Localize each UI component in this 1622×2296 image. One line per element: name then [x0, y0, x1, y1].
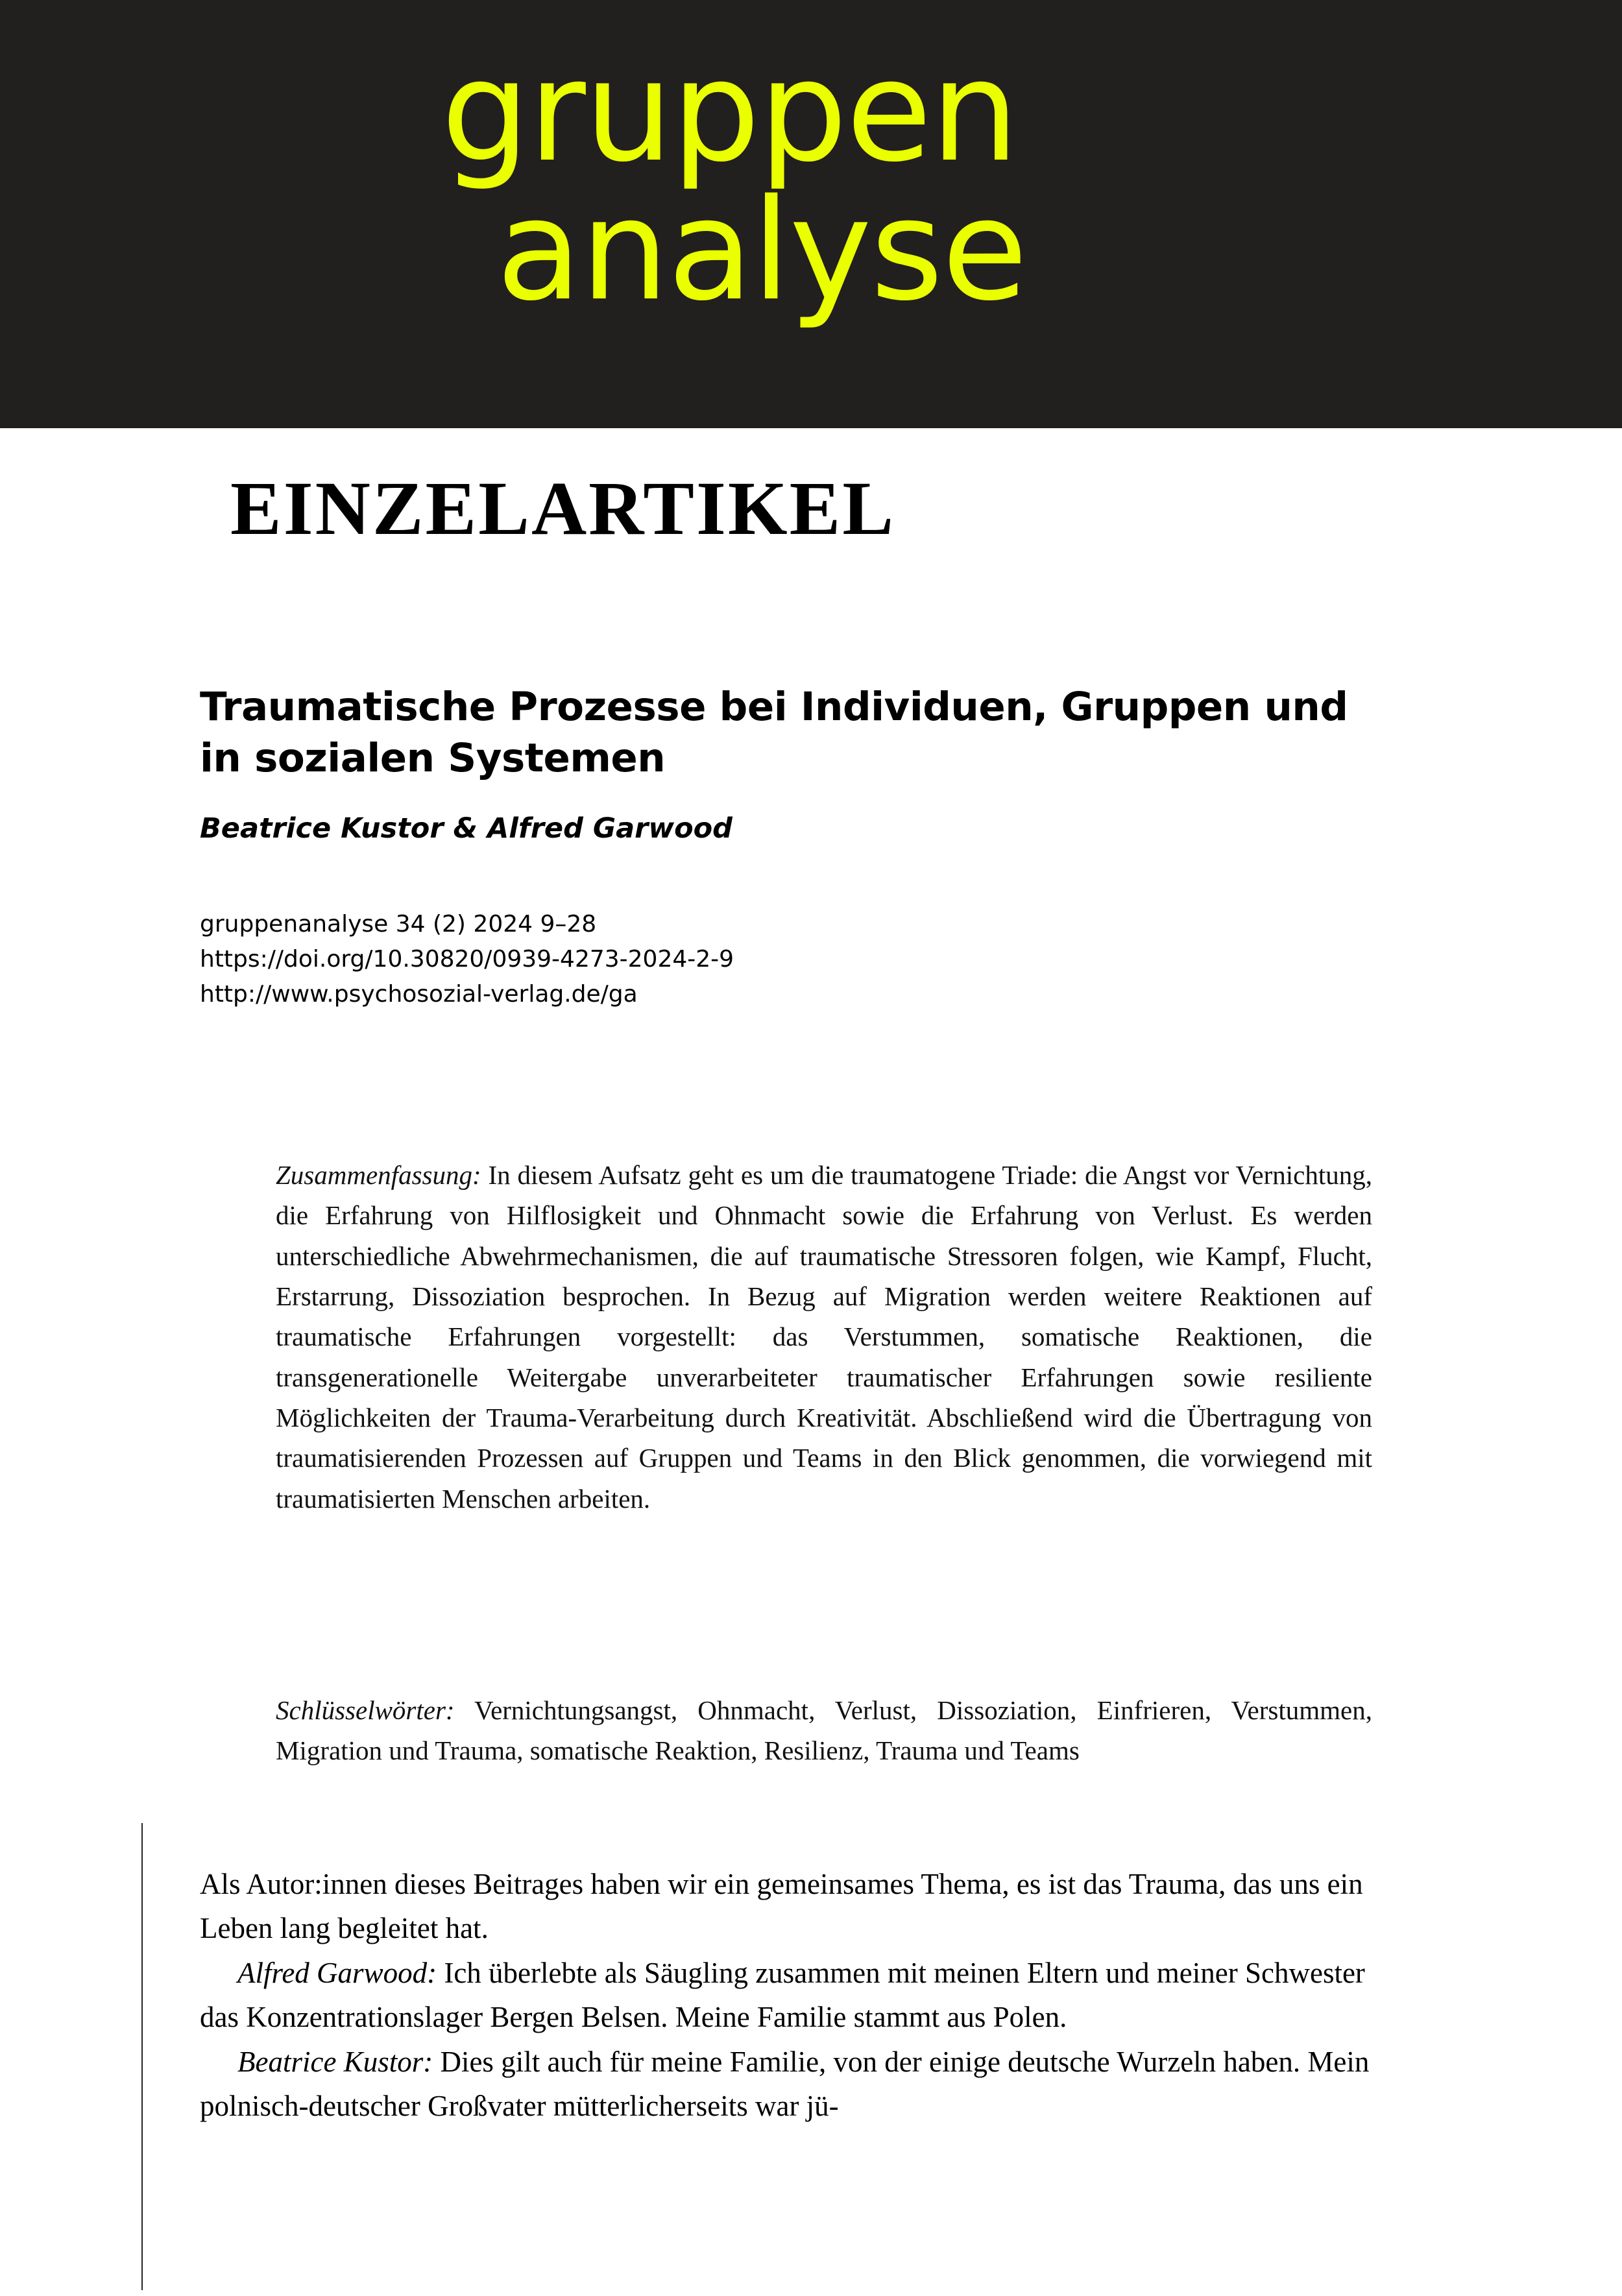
- speaker-name-kustor: Beatrice Kustor:: [237, 2045, 433, 2078]
- section-label: EINZELARTIKEL: [230, 466, 896, 551]
- keywords-label: Schlüsselwörter:: [276, 1695, 455, 1725]
- body-paragraph-3-text: Dies gilt auch für meine Familie, von der einige deutsche Wurzeln haben. Mein polnisch-deutscher Großvater mütterlicherseits war jü-: [200, 2045, 1370, 2122]
- article-doi-link[interactable]: https://doi.org/10.30820/0939-4273-2024-2-9: [200, 946, 734, 973]
- margin-rule: [141, 1823, 143, 2290]
- article-citation: gruppenanalyse 34 (2) 2024 9–28: [200, 911, 597, 937]
- article-abstract: [276, 1155, 1372, 1519]
- journal-logo-line-1: gruppen: [441, 30, 1018, 193]
- article-metadata: [200, 907, 1368, 1012]
- article-body: [200, 1862, 1381, 2128]
- body-paragraph-2: [200, 1951, 1381, 2040]
- article-title: Traumatische Prozesse bei Individuen, Gruppen und in sozialen Systemen: [200, 684, 1348, 782]
- keywords-text: Vernichtungsangst, Ohnmacht, Verlust, Dissoziation, Einfrieren, Verstummen, Migration und Trauma, somatische Reaktion, Resilienz, Trauma und Teams: [276, 1695, 1372, 1766]
- article-first-page: [0, 428, 1622, 2296]
- journal-logo-line-2: analyse: [496, 169, 1027, 332]
- abstract-label: Zusammenfassung:: [276, 1160, 481, 1190]
- body-paragraph-2-text: Ich überlebte als Säugling zusammen mit meinen Eltern und meiner Schwester das Konzentrationslager Bergen Belsen. Meine Familie stammt aus Polen.: [200, 1956, 1365, 2034]
- body-paragraph-3: [200, 2040, 1381, 2129]
- body-paragraph-1: Als Autor:innen dieses Beitrages haben wir ein gemeinsames Thema, es ist das Trauma, das uns ein Leben lang begleitet hat.: [200, 1868, 1363, 1945]
- article-keywords: [276, 1690, 1372, 1771]
- article-authors: Beatrice Kustor & Alfred Garwood: [200, 812, 732, 845]
- journal-masthead: [0, 0, 1622, 428]
- journal-logo: [428, 30, 1207, 332]
- article-publisher-link[interactable]: http://www.psychosozial-verlag.de/ga: [200, 981, 638, 1008]
- abstract-text: In diesem Aufsatz geht es um die traumatogene Triade: die Angst vor Vernichtung, die Erfahrung von Hilflosigkeit und Ohnmacht sowie die Erfahrung von Verlust. Es werden unterschiedliche Abwehrmechanismen, die auf traumatische Stressoren folgen, wie Kampf, Flucht, Erstarrung, Dissoziation besprochen. In Bezug auf Migration werden weitere Reaktionen auf traumatische Erfahrungen vorgestellt: das Verstummen, somatische Reaktionen, die transgenerationelle Weitergabe unverarbeiteter traumatischer Erfahrungen sowie resiliente Möglichkeiten der Trauma-Verarbeitung durch Kreativität. Abschließend wird die Übertragung von traumatisierenden Prozessen auf Gruppen und Teams in den Blick genommen, die vorwiegend mit traumatisierten Menschen arbeiten.: [276, 1160, 1372, 1514]
- speaker-name-garwood: Alfred Garwood:: [237, 1956, 437, 1989]
